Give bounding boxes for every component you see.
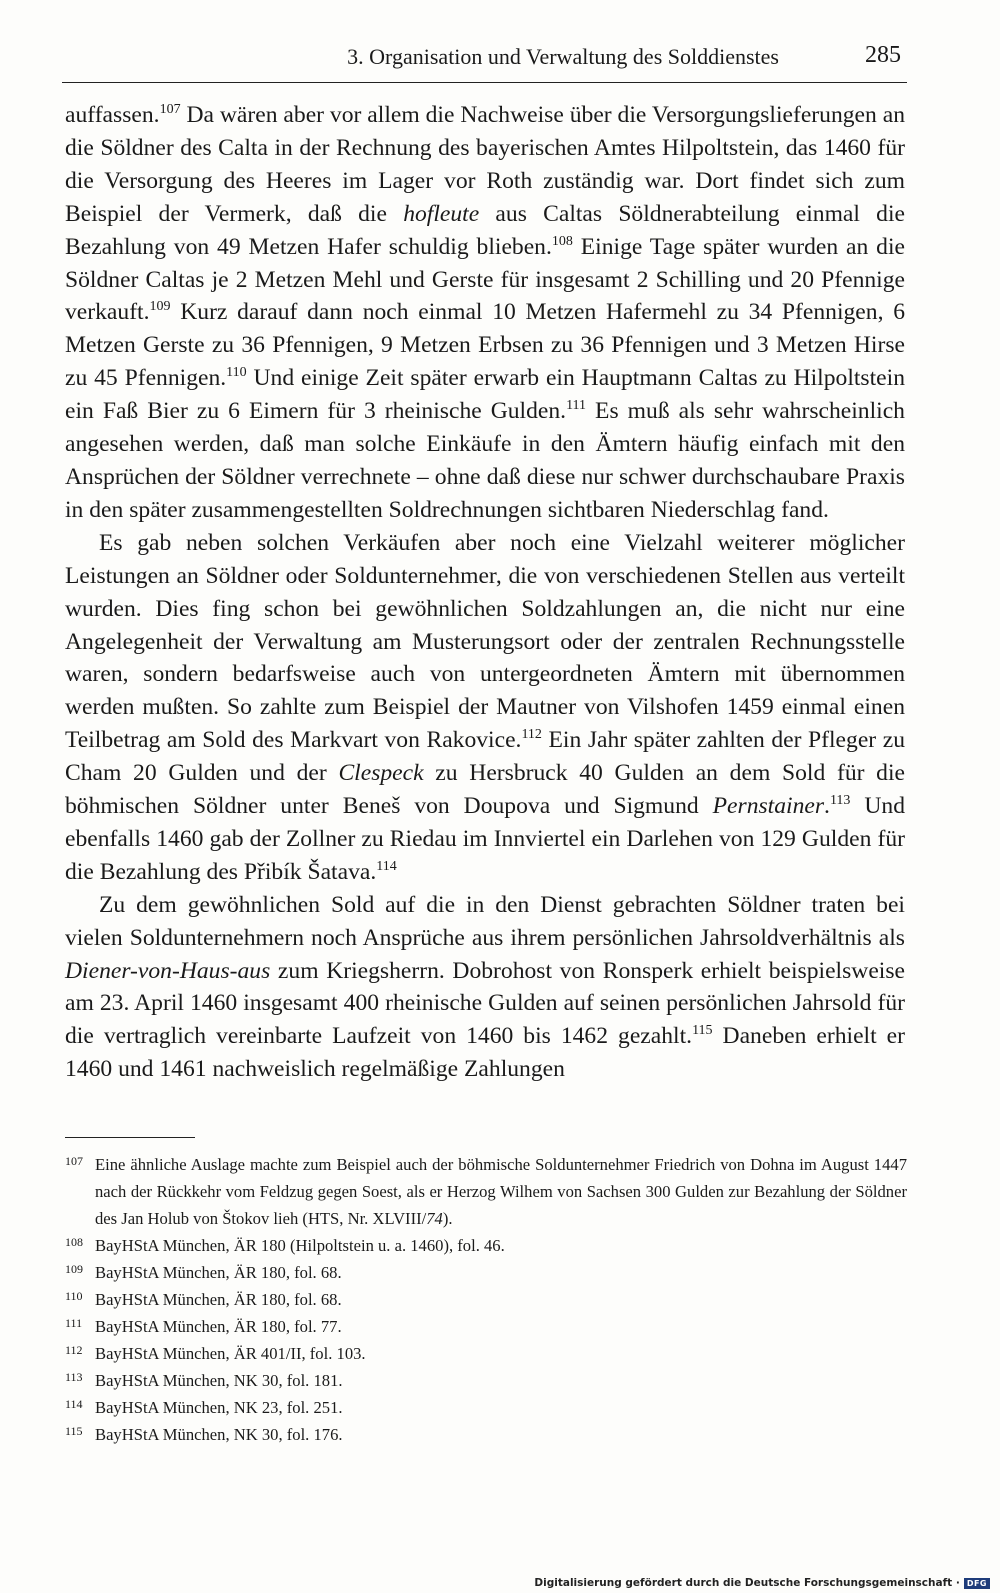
footnote bbox=[65, 1421, 907, 1448]
italic-text: hofleute bbox=[403, 200, 480, 227]
italic-text: Diener-von-Haus-aus bbox=[65, 957, 271, 984]
text-run: Es gab neben solchen Verkäufen aber noch eine Vielzahl weiterer möglicher Leistungen an Söldner oder Soldunternehmer, die von verschiedenen Stellen aus verteilt wurden. Dies fing schon bei gewöhnlichen Soldzahlungen an, die nicht nur eine Angelegenheit der Verwaltung am Musterungsort oder der zentralen Rechnungsstelle waren, sondern bedarfsweise auch von untergeordneten Ämtern mit übernommen werden mußten. So zahlte zum Beispiel der Mautner von Vilshofen 1459 einmal einen Teilbetrag am Sold des Markvart von Rakovice. bbox=[65, 529, 905, 754]
text-run: Es muß als sehr wahrscheinlich angesehen werden, daß man solche Einkäufe in den Ämtern häufig einfach mit den Ansprüchen der Söldner verrechnete – ohne daß diese nur schwer durchschaubare Praxis in den später zusammengestellten Soldrechnungen sichtbaren Niederschlag fand. bbox=[65, 398, 905, 523]
text-run: Kurz darauf dann noch einmal 10 Metzen Hafermehl zu 34 Pfennigen, 6 Metzen Gerste zu 36 Pfennigen, 9 Metzen Erbsen zu 36 Pfennigen und 3 Metzen Hirse zu 45 Pfennigen. bbox=[65, 299, 905, 392]
footnote bbox=[65, 1259, 907, 1286]
footnote bbox=[65, 1340, 907, 1367]
text-run: BayHStA München, ÄR 180, fol. 77. bbox=[95, 1317, 342, 1336]
footnote-text bbox=[95, 1394, 907, 1421]
footnote-number: 110 bbox=[65, 1289, 83, 1303]
footnote-text bbox=[95, 1259, 907, 1286]
footnote-number: 114 bbox=[65, 1397, 83, 1411]
text-run: Daneben erhielt er 1460 und 1461 nachweislich regelmäßige Zahlungen bbox=[65, 1023, 905, 1083]
text-run: zum Kriegsherrn. Dobrohost von Ronsperk erhielt beispielsweise am 23. April 1460 insgesamt 400 rheinische Gulden auf seinen persönlichen Jahrsold für die vertraglich vereinbarte Laufzeit von 1460 bis 1462 gezahlt. bbox=[65, 957, 905, 1050]
text-run: zu Hersbruck 40 Gulden an dem Sold für die böhmischen Söldner unter Beneš von Doupova und Sigmund bbox=[65, 760, 906, 820]
text-run: BayHStA München, NK 23, fol. 251. bbox=[95, 1398, 343, 1417]
footnote-ref: 115 bbox=[692, 1023, 713, 1039]
page-number: 285 bbox=[865, 42, 901, 68]
colophon bbox=[534, 1577, 990, 1589]
text-run: BayHStA München, ÄR 180 (Hilpoltstein u. a. 1460), fol. 46. bbox=[95, 1236, 505, 1255]
footnote-number: 112 bbox=[65, 1343, 83, 1357]
text-run: Ein Jahr später zahlten der Pfleger zu Cham 20 Gulden und der bbox=[65, 727, 905, 787]
footnote bbox=[65, 1394, 907, 1421]
text-run: Und einige Zeit später erwarb ein Hauptmann Caltas zu Hilpoltstein ein Faß Bier zu 6 Eimern für 3 rheinische Gulden. bbox=[65, 365, 905, 425]
italic-text: 74 bbox=[426, 1209, 443, 1228]
text-run: ). bbox=[442, 1209, 453, 1228]
paragraph bbox=[65, 889, 905, 1086]
footnote-ref: 114 bbox=[376, 858, 397, 874]
running-head: 3. Organisation und Verwaltung des Solddienstes bbox=[347, 44, 779, 69]
footnote bbox=[65, 1232, 907, 1259]
footnote-ref: 108 bbox=[551, 233, 573, 249]
footnote-number: 111 bbox=[65, 1316, 83, 1330]
footnote-ref: 110 bbox=[226, 365, 247, 381]
footnote-number: 109 bbox=[65, 1262, 83, 1276]
footnote-text bbox=[95, 1313, 907, 1340]
footnote-number: 107 bbox=[65, 1154, 83, 1168]
body-text bbox=[65, 99, 905, 1086]
footnote-ref: 107 bbox=[159, 102, 181, 117]
footnote-text bbox=[95, 1286, 907, 1313]
italic-text: Pernstainer bbox=[712, 793, 825, 820]
text-run: Da wären aber vor allem die Nachweise über die Versorgungslieferungen an die Söldner des Calta in der Rechnung des bayerischen Amtes Hilpoltstein, das 1460 für die Versorgung des Heeres im Lager vor Roth zuständig war. Dort findet sich zum Beispiel der Vermerk, daß die bbox=[65, 102, 905, 227]
footnote bbox=[65, 1286, 907, 1313]
footnote-separator bbox=[65, 1137, 195, 1138]
dfg-logo: DFG bbox=[964, 1578, 990, 1589]
text-run: BayHStA München, ÄR 180, fol. 68. bbox=[95, 1263, 342, 1282]
footnote-ref: 113 bbox=[829, 793, 851, 809]
footnote bbox=[65, 1313, 907, 1340]
page-header bbox=[62, 38, 907, 83]
text-run: BayHStA München, NK 30, fol. 181. bbox=[95, 1371, 343, 1390]
text-run: Einige Tage später wurden an die Söldner Caltas je 2 Metzen Mehl und Gerste für insgesamt 2 Schilling und 20 Pfennige verkauft. bbox=[65, 233, 906, 326]
paragraph bbox=[65, 99, 905, 527]
text-run: auffassen. bbox=[65, 102, 160, 128]
footnote bbox=[65, 1367, 907, 1394]
colophon-text: Digitalisierung gefördert durch die Deutsche Forschungsgemeinschaft · bbox=[534, 1577, 960, 1589]
footnote-number: 115 bbox=[65, 1424, 83, 1438]
text-run: BayHStA München, ÄR 180, fol. 68. bbox=[95, 1290, 342, 1309]
footnote-text bbox=[95, 1340, 907, 1367]
text-run: BayHStA München, NK 30, fol. 176. bbox=[95, 1425, 343, 1444]
footnote-text bbox=[95, 1232, 907, 1259]
footnote-ref: 111 bbox=[566, 398, 587, 414]
text-run: Und ebenfalls 1460 gab der Zollner zu Riedau im Innviertel ein Darlehen von 129 Gulden für die Bezahlung des Přibík Šatava. bbox=[65, 793, 906, 885]
text-run: . bbox=[824, 793, 830, 820]
footnote-text bbox=[95, 1151, 907, 1232]
text-run: aus Caltas Söldnerabteilung einmal die Bezahlung von 49 Metzen Hafer schuldig blieben. bbox=[65, 200, 905, 260]
footnote-number: 113 bbox=[65, 1370, 83, 1384]
footnote-number: 108 bbox=[65, 1235, 83, 1249]
text-run: Eine ähnliche Auslage machte zum Beispiel auch der böhmische Soldunternehmer Friedrich von Dohna im August 1447 nach der Rückkehr vom Feldzug gegen Soest, als er Herzog Wilhem von Sachsen 300 Gulden zur Bezahlung der Söldner des Jan Holub von Štokov lieh (HTS, Nr. XLVIII/ bbox=[95, 1155, 907, 1228]
text-run: Zu dem gewöhnlichen Sold auf die in den Dienst gebrachten Söldner traten bei vielen Soldunternehmern noch Ansprüche aus ihrem persönlichen Jahrsoldverhältnis als bbox=[65, 891, 905, 951]
footnotes bbox=[65, 1151, 907, 1448]
footnote-text bbox=[95, 1421, 907, 1448]
text-run: BayHStA München, ÄR 401/II, fol. 103. bbox=[95, 1344, 366, 1363]
paragraph bbox=[65, 527, 905, 889]
footnote-ref: 112 bbox=[521, 727, 542, 743]
footnote bbox=[65, 1151, 907, 1232]
footnote-text bbox=[95, 1367, 907, 1394]
footnote-ref: 109 bbox=[149, 299, 171, 315]
italic-text: Clespeck bbox=[338, 760, 424, 787]
